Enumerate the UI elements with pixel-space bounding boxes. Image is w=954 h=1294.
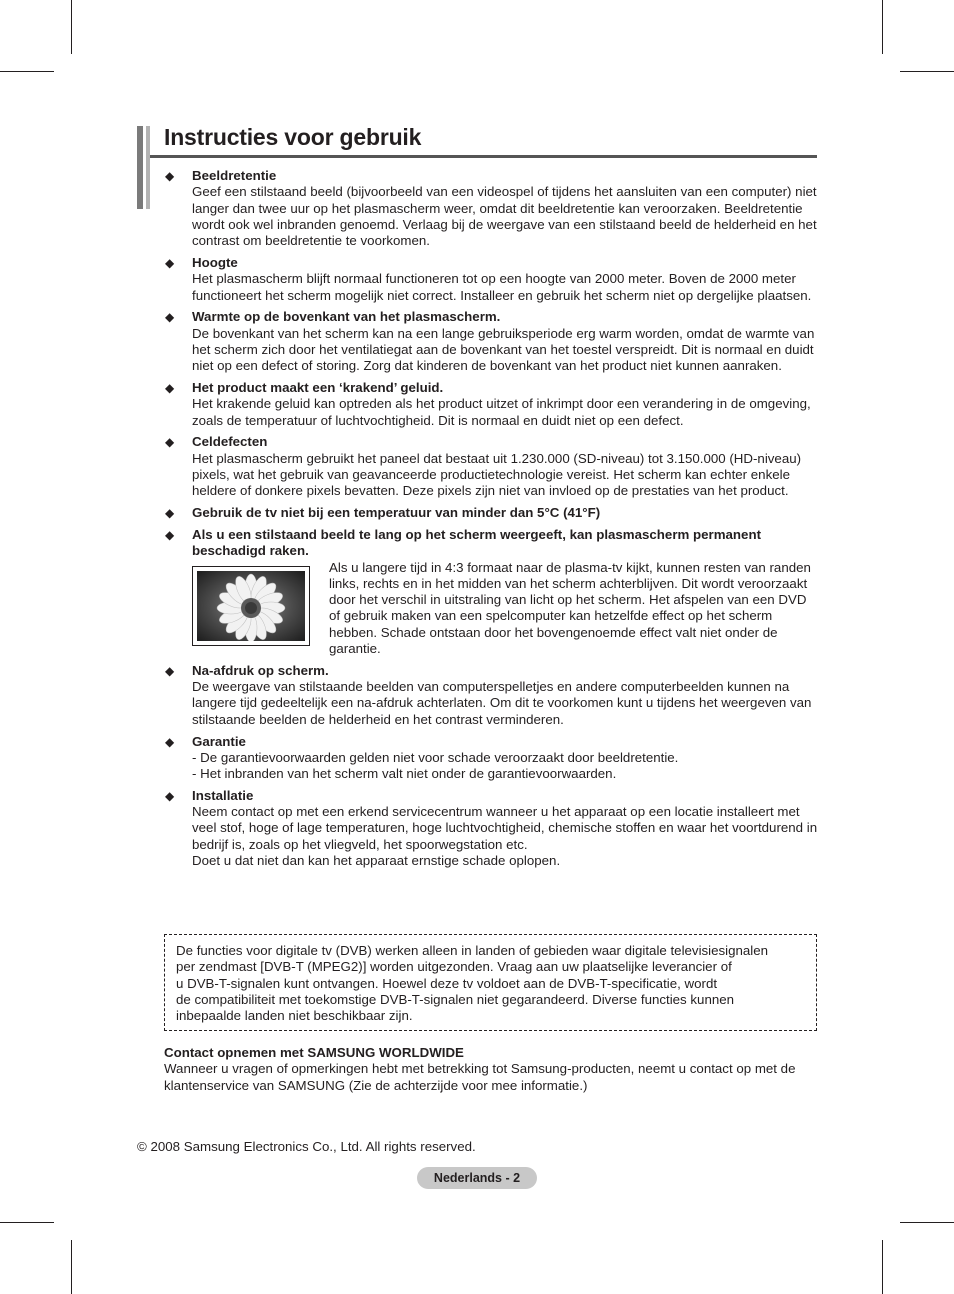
list-item-temperatuur — [164, 505, 818, 521]
list-item-stilstaand-beeld — [164, 527, 818, 657]
item-body-warning: Doet u dat niet dan kan het apparaat ernstige schade oplopen. — [192, 853, 561, 869]
item-body: Als u langere tijd in 4:3 formaat naar de plasma-tv kijkt, kunnen resten van randen links, rechts en in het midden van het scherm achterblijven. Dit wordt veroorzaakt door het verschil in uitstraling van licht op het scherm. Het afspelen van een DVD of gebruik maken van een spelcomputer kan hetzelfde effect op het scherm hebben. Schade ontstaan door het bovengenoemde effect valt niet onder de garantie. — [329, 559, 811, 657]
page-number-badge: Nederlands - 2 — [417, 1167, 537, 1189]
item-title: Warmte op de bovenkant van het plasmascherm. — [192, 309, 501, 325]
item-body: Neem contact op met een erkend servicecentrum wanneer u het apparaat op een locatie installeert met veel stof, hoge of lage temperaturen, hoge luchtvochtigheid, chemische stoffen en waar het voortdurend in bedrijf is, zoals op het vliegveld, het spoorwegstation etc. — [192, 804, 818, 852]
dvb-notice-box — [164, 934, 817, 1031]
item-body-line: - De garantievoorwaarden gelden niet voor schade veroorzaakt door beeldretentie. — [192, 749, 679, 765]
diamond-bullet-icon: ◆ — [165, 435, 175, 450]
crop-mark-top-right-h — [900, 71, 954, 72]
item-body: Het plasmascherm blijft normaal functioneren tot op een hoogte van 2000 meter. Boven de 2000 meter functioneert het scherm mogelijk niet correct. Installeer en gebruik het scherm niet op dergelijke plaatsen. — [192, 271, 812, 303]
crop-mark-bottom-right-h — [900, 1222, 954, 1223]
note-line: per zendmast [DVB-T (MPEG2)] worden uitgezonden. Vraag aan uw plaatselijke leverancier of — [176, 959, 732, 975]
daisy-flower-icon — [197, 571, 305, 641]
item-title: Celdefecten — [192, 434, 268, 450]
diamond-bullet-icon: ◆ — [165, 788, 175, 803]
diamond-bullet-icon: ◆ — [165, 169, 175, 183]
list-item-celdefecten — [164, 434, 818, 499]
list-item-krakend-geluid — [164, 380, 818, 429]
image-with-text — [192, 560, 818, 658]
copyright-text: © 2008 Samsung Electronics Co., Ltd. All rights reserved. — [137, 1139, 476, 1154]
tv-screen-illustration — [192, 566, 310, 646]
note-line: inbepaalde landen niet beschikbaar zijn. — [176, 1008, 413, 1024]
diamond-bullet-icon: ◆ — [165, 734, 175, 749]
item-title: Gebruik de tv niet bij een temperatuur van minder dan 5°C (41°F) — [192, 505, 601, 521]
item-body: De weergave van stilstaande beelden van computerspelletjes en andere computerbeelden kunnen na langere tijd gedeeltelijk een na-afdruk achterlaten. Om dit te voorkomen kunt u tijdens het weergeven van stilstaande beelden de helderheid en het contrast verminderen. — [192, 679, 812, 727]
flower-photo — [197, 571, 305, 641]
item-body: Het krakende geluid kan optreden als het product uitzet of inkrimpt door een verandering in de omgeving, zoals de temperatuur of luchtvochtigheid. Dit is normaal en duidt niet op een defect. — [192, 396, 811, 428]
contact-body: Wanneer u vragen of opmerkingen hebt met betrekking tot Samsung-producten, neemt u contact op met de klantenservice van SAMSUNG (Zie de achterzijde voor mee informatie.) — [164, 1061, 796, 1093]
diamond-bullet-icon: ◆ — [165, 527, 175, 542]
note-line: de compatibiliteit met toekomstige DVB-T-signalen niet gegarandeerd. Diverse functies kunnen — [176, 991, 735, 1007]
item-title: Garantie — [192, 733, 246, 749]
diamond-bullet-icon: ◆ — [165, 663, 175, 678]
title-underline — [150, 155, 817, 158]
contact-title: Contact opnemen met SAMSUNG WORLDWIDE — [164, 1045, 464, 1060]
item-title: Installatie — [192, 787, 254, 803]
diamond-bullet-icon: ◆ — [165, 506, 175, 521]
list-item-garantie — [164, 734, 818, 783]
item-body-line: - Het inbranden van het scherm valt niet onder de garantievoorwaarden. — [192, 766, 617, 782]
list-item-na-afdruk — [164, 663, 818, 728]
contact-section — [164, 1045, 818, 1094]
list-item-installatie — [164, 788, 818, 869]
page-title: Instructies voor gebruik — [164, 124, 422, 150]
diamond-bullet-icon: ◆ — [165, 310, 175, 325]
note-line: u DVB-T-signalen kunt ontvangen. Hoewel deze tv voldoet aan de DVB-T-specificatie, wordt — [176, 975, 718, 991]
crop-mark-top-right-v — [882, 0, 883, 54]
item-body: Geef een stilstaand beeld (bijvoorbeeld van een videospel of tijdens het aansluiten van een computer) niet langer dan twee uur op het plasmascherm weer, omdat dit beeldretentie kan veroorzaken. Beeldretentie wordt ook wel inbranden genoemd. Verlaag bij de weergave van een stilstaand beeld de helderheid en het contrast om beeldretentie te voorkomen. — [192, 184, 817, 249]
instructions-list — [164, 168, 818, 875]
item-title: Hoogte — [192, 254, 238, 270]
item-title: Beeldretentie — [192, 168, 277, 183]
list-item-warmte — [164, 309, 818, 374]
diamond-bullet-icon: ◆ — [165, 255, 175, 270]
crop-mark-bottom-right-v — [882, 1240, 883, 1294]
crop-mark-bottom-left-v — [71, 1240, 72, 1294]
item-body: De bovenkant van het scherm kan na een lange gebruiksperiode erg warm worden, omdat de warmte van het scherm zich door het ventilatiegat aan de bovenkant van het toestel verspreidt. Dit is normaal en duidt niet op een defect of storing. Zorg dat kinderen de bovenkant van het product niet kunnen aanraken. — [192, 325, 815, 374]
item-body: Het plasmascherm gebruikt het paneel dat bestaat uit 1.230.000 (SD-niveau) tot 3.150.000 (HD-niveau) pixels, wat het gebruik van geavanceerde productietechnologie vereist. Het scherm kan echter enkele heldere of donkere pixels bevatten. Deze pixels zijn niet van invloed op de prestaties van het product. — [192, 450, 802, 499]
crop-mark-top-left-h — [0, 71, 54, 72]
item-title: Na-afdruk op scherm. — [192, 662, 329, 678]
diamond-bullet-icon: ◆ — [165, 381, 175, 396]
crop-mark-bottom-left-h — [0, 1222, 54, 1223]
crop-mark-top-left-v — [71, 0, 72, 54]
list-item-hoogte — [164, 255, 818, 304]
title-accent-bar-dark — [137, 126, 143, 209]
note-line: De functies voor digitale tv (DVB) werken alleen in landen of gebieden waar digitale televisiesignalen — [176, 943, 769, 958]
list-item-beeldretentie — [164, 168, 818, 249]
item-title: Als u een stilstaand beeld te lang op het scherm weergeeft, kan plasmascherm permanent beschadigd raken. — [192, 526, 761, 559]
title-accent-bar-light — [146, 126, 150, 209]
item-title: Het product maakt een ‘krakend’ geluid. — [192, 380, 444, 396]
